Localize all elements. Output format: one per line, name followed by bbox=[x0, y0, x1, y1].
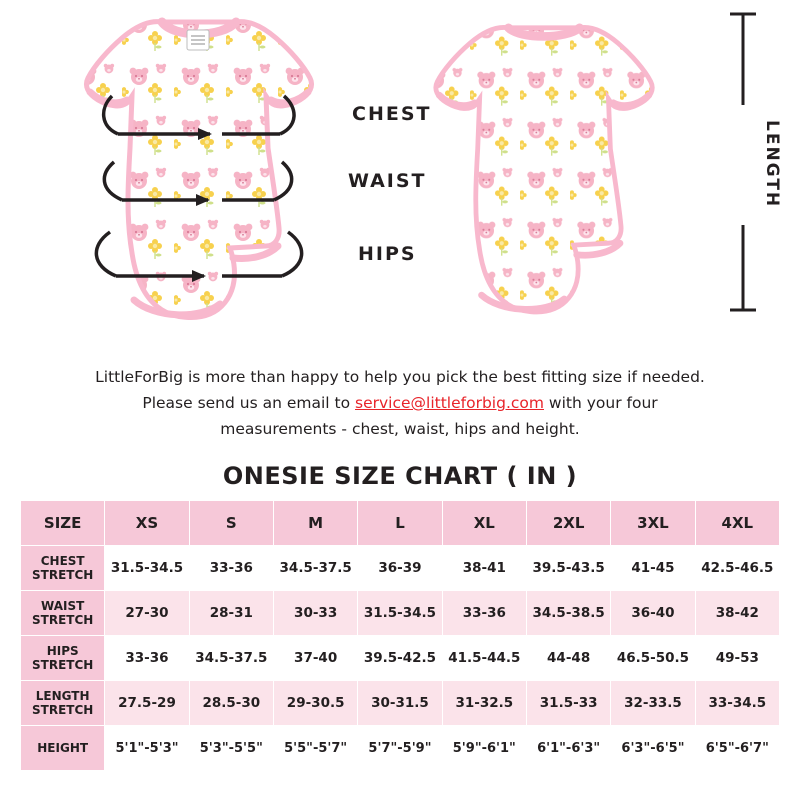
cell-length-m: 29-30.5 bbox=[273, 681, 357, 726]
length-label: LENGTH bbox=[762, 120, 782, 209]
length-bracket bbox=[726, 10, 760, 320]
onesie-back-view bbox=[420, 8, 670, 338]
cell-waist-xs: 27-30 bbox=[105, 591, 189, 636]
row-header-waist-line1: WAIST bbox=[41, 599, 85, 613]
cell-height-xl: 5'9"-6'1" bbox=[442, 726, 526, 771]
cell-chest-m: 34.5-37.5 bbox=[273, 546, 357, 591]
column-header-2xl: 2XL bbox=[526, 501, 610, 546]
onesie-front-view bbox=[70, 8, 330, 338]
row-header-chest bbox=[21, 546, 105, 591]
cell-length-s: 28.5-30 bbox=[189, 681, 273, 726]
cell-waist-s: 28-31 bbox=[189, 591, 273, 636]
cell-waist-3xl: 36-40 bbox=[611, 591, 695, 636]
column-header-s: S bbox=[189, 501, 273, 546]
cell-height-s: 5'3"-5'5" bbox=[189, 726, 273, 771]
row-header-length-line1: LENGTH bbox=[35, 689, 90, 703]
onesie-back-svg bbox=[420, 8, 670, 338]
cell-length-xl: 31-32.5 bbox=[442, 681, 526, 726]
cell-waist-4xl: 38-42 bbox=[695, 591, 779, 636]
cell-waist-l: 31.5-34.5 bbox=[358, 591, 442, 636]
help-line-1: LittleForBig is more than happy to help you pick the best fitting size if needed. bbox=[95, 368, 705, 386]
cell-hips-l: 39.5-42.5 bbox=[358, 636, 442, 681]
row-header-height-line1: HEIGHT bbox=[37, 741, 89, 755]
cell-hips-3xl: 46.5-50.5 bbox=[611, 636, 695, 681]
column-header-m: M bbox=[273, 501, 357, 546]
table-row bbox=[21, 546, 780, 591]
cell-hips-xs: 33-36 bbox=[105, 636, 189, 681]
onesie-front-svg bbox=[70, 8, 330, 338]
cell-waist-xl: 33-36 bbox=[442, 591, 526, 636]
table-header-row bbox=[21, 501, 780, 546]
chart-title: ONESIE SIZE CHART ( IN ) bbox=[222, 462, 578, 490]
column-header-xl: XL bbox=[442, 501, 526, 546]
cell-waist-m: 30-33 bbox=[273, 591, 357, 636]
row-header-length bbox=[21, 681, 105, 726]
table-row bbox=[21, 591, 780, 636]
column-header-4xl: 4XL bbox=[695, 501, 779, 546]
cell-height-3xl: 6'3"-6'5" bbox=[611, 726, 695, 771]
cell-chest-4xl: 42.5-46.5 bbox=[695, 546, 779, 591]
cell-hips-m: 37-40 bbox=[273, 636, 357, 681]
cell-waist-2xl: 34.5-38.5 bbox=[526, 591, 610, 636]
help-line-2-prefix: Please send us an email to bbox=[142, 394, 356, 412]
row-header-hips bbox=[21, 636, 105, 681]
help-text bbox=[0, 364, 800, 442]
row-header-chest-line1: CHEST bbox=[40, 554, 85, 568]
row-header-hips-line2: STRETCH bbox=[32, 658, 94, 672]
help-line-3: measurements - chest, waist, hips and height. bbox=[220, 420, 580, 438]
cell-chest-xl: 38-41 bbox=[442, 546, 526, 591]
column-header-l: L bbox=[358, 501, 442, 546]
row-header-height bbox=[21, 726, 105, 771]
support-email-link[interactable]: service@littleforbig.com bbox=[355, 394, 544, 412]
cell-chest-l: 36-39 bbox=[358, 546, 442, 591]
cell-height-xs: 5'1"-5'3" bbox=[105, 726, 189, 771]
cell-length-3xl: 32-33.5 bbox=[611, 681, 695, 726]
cell-length-l: 30-31.5 bbox=[358, 681, 442, 726]
row-header-waist-line2: STRETCH bbox=[32, 613, 94, 627]
cell-chest-s: 33-36 bbox=[189, 546, 273, 591]
row-header-chest-line2: STRETCH bbox=[32, 568, 94, 582]
garment-tag bbox=[187, 30, 209, 50]
help-line-2 bbox=[0, 390, 800, 416]
size-chart-table bbox=[20, 500, 780, 771]
waist-label: WAIST bbox=[348, 170, 427, 192]
cell-hips-2xl: 44-48 bbox=[526, 636, 610, 681]
cell-hips-4xl: 49-53 bbox=[695, 636, 779, 681]
table-row bbox=[21, 636, 780, 681]
cell-hips-s: 34.5-37.5 bbox=[189, 636, 273, 681]
cell-chest-3xl: 41-45 bbox=[611, 546, 695, 591]
cell-height-2xl: 6'1"-6'3" bbox=[526, 726, 610, 771]
cell-height-m: 5'5"-5'7" bbox=[273, 726, 357, 771]
chest-label: CHEST bbox=[352, 103, 432, 125]
row-header-length-line2: STRETCH bbox=[32, 703, 94, 717]
hips-label: HIPS bbox=[358, 243, 417, 265]
cell-chest-2xl: 39.5-43.5 bbox=[526, 546, 610, 591]
table-row bbox=[21, 681, 780, 726]
help-line-2-suffix: with your four bbox=[543, 394, 658, 412]
column-header-size: SIZE bbox=[21, 501, 105, 546]
row-header-waist bbox=[21, 591, 105, 636]
column-header-xs: XS bbox=[105, 501, 189, 546]
column-header-3xl: 3XL bbox=[611, 501, 695, 546]
cell-length-2xl: 31.5-33 bbox=[526, 681, 610, 726]
row-header-hips-line1: HIPS bbox=[46, 644, 79, 658]
cell-length-4xl: 33-34.5 bbox=[695, 681, 779, 726]
cell-height-4xl: 6'5"-6'7" bbox=[695, 726, 779, 771]
cell-length-xs: 27.5-29 bbox=[105, 681, 189, 726]
garment-illustration bbox=[0, 0, 800, 350]
table-row bbox=[21, 726, 780, 771]
cell-height-l: 5'7"-5'9" bbox=[358, 726, 442, 771]
cell-chest-xs: 31.5-34.5 bbox=[105, 546, 189, 591]
cell-hips-xl: 41.5-44.5 bbox=[442, 636, 526, 681]
